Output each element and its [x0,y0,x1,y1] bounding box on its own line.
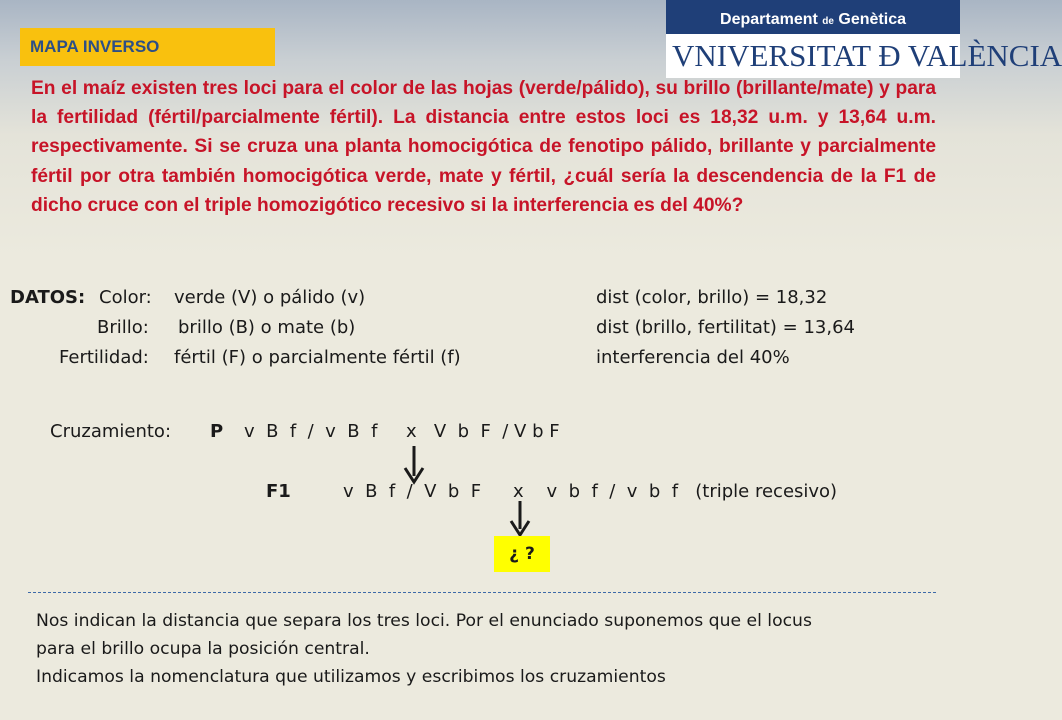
note-line: Indicamos la nomenclatura que utilizamos y escribimos los cruzamientos [36,667,666,687]
datos-name-color: Color: [99,287,152,308]
datos-name-fertilidad: Fertilidad: [59,347,149,368]
department-band [666,0,960,34]
department-word: epartament [731,11,823,28]
datos-value-color: verde (V) o pálido (v) [174,287,366,308]
datos-value-brillo: brillo (B) o mate (b) [178,317,356,338]
cross-label: Cruzamiento: [50,421,172,442]
arrow-down-icon [509,501,531,539]
university-logo [666,0,1062,78]
unknown-offspring-box: ¿ ? [494,536,550,572]
explanation-notes [36,607,936,691]
f1-testcross: x v b f / v b f (triple recesivo) [513,481,838,502]
slide-tag: MAPA INVERSO [20,28,275,66]
p-label: P [210,421,224,442]
interference-value: interferencia del 40% [596,347,790,368]
datos-name-brillo: Brillo: [97,317,149,338]
university-name: VNIVERSITAT Đ VALÈNCIA [672,38,1062,73]
p-genotype: v B f / v B f x V b F / V b F [244,421,560,442]
divider-line [28,592,936,593]
dist-brillo-fertilidad: dist (brillo, fertilitat) = 13,64 [596,317,855,338]
note-line: Nos indican la distancia que separa los tres loci. Por el enunciado suponemos que el locus [36,611,812,631]
arrow-down-icon [403,446,425,486]
department-subject: Genètica [833,11,906,28]
department-initial: D [720,11,732,28]
department-de: de [822,16,834,27]
datos-label: DATOS: [10,287,86,308]
note-line: para el brillo ocupa la posición central. [36,639,370,659]
f1-label: F1 [266,481,291,502]
datos-value-fertilidad: fértil (F) o parcialmente fértil (f) [174,347,461,368]
dist-color-brillo: dist (color, brillo) = 18,32 [596,287,828,308]
f1-genotype: v B f / V b F [343,481,482,502]
problem-statement: En el maíz existen tres loci para el color de las hojas (verde/pálido), su brillo (brillante/mate) y para la fertilidad (fértil/parcialmente fértil). La distancia entre estos loci es 18,32 u.m. y 13,64 u.m. respectivamente. Si se cruza una planta homocigótica de fenotipo pálido, brillante y parcialmente fértil por otra también homocigótica verde, mate y fértil, ¿cuál sería la descendencia de la F1 de dicho cruce con el triple homozigótico recesivo si la interferencia es del 40%? [31,78,936,216]
